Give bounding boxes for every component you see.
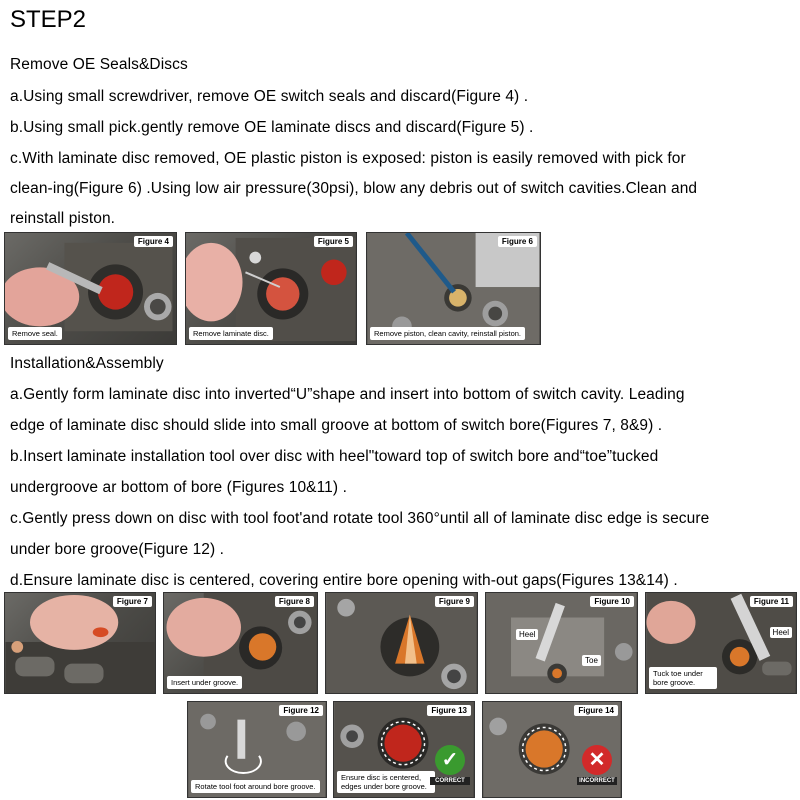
badge-label: INCORRECT (577, 777, 617, 785)
figure-label: Figure 12 (279, 705, 323, 716)
figure-4-photo (4, 232, 177, 345)
instruction-line: edge of laminate disc should slide into small groove at bottom of switch bore(Figures 7, 8&9) . (10, 417, 663, 434)
instruction-line: under bore groove(Figure 12) . (10, 541, 225, 558)
instruction-line: b.Insert laminate installation tool over disc with heel"toward top of switch bore and“toe”tucked (10, 448, 659, 465)
instruction-line: a.Using small screwdriver, remove OE switch seals and discard(Figure 4) . (10, 88, 529, 105)
figure-7-illustration (5, 593, 155, 693)
figure-label: Figure 9 (435, 596, 474, 607)
figure-label: Figure 10 (590, 596, 634, 607)
figure-caption: Tuck toe under bore groove. (649, 667, 717, 689)
x-icon: ✕ (582, 745, 612, 775)
figure-caption: Remove piston, clean cavity, reinstall piston. (370, 327, 525, 340)
figure-13-photo (333, 701, 475, 798)
instruction-line: d.Ensure laminate disc is centered, covering entire bore opening with-out gaps(Figures 13&14) . (10, 572, 678, 589)
heel-label: Heel (516, 629, 538, 640)
instruction-line: reinstall piston. (10, 210, 116, 227)
step-title: STEP2 (10, 6, 87, 33)
figure-9-photo (325, 592, 478, 694)
figure-11-photo (645, 592, 797, 694)
figure-caption: Remove laminate disc. (189, 327, 273, 340)
figure-label: Figure 6 (498, 236, 537, 247)
figure-caption: Rotate tool foot around bore groove. (191, 780, 320, 793)
figure-10-illustration (486, 593, 637, 693)
correct-badge (430, 745, 470, 793)
badge-label: CORRECT (430, 777, 470, 785)
instruction-line: a.Gently form laminate disc into inverted“U”shape and insert into bottom of switch cavity. Leading (10, 386, 685, 403)
toe-label: Toe (582, 655, 601, 666)
figure-caption: Ensure disc is centered, edges under bore groove. (337, 771, 435, 793)
figure-12-photo (187, 701, 327, 798)
figure-caption: Insert under groove. (167, 676, 242, 689)
instruction-line: c.With laminate disc removed, OE plastic piston is exposed: piston is easily removed with pick for (10, 150, 686, 167)
figure-label: Figure 8 (275, 596, 314, 607)
section-heading-remove: Remove OE Seals&Discs (10, 56, 188, 73)
figure-8-photo (163, 592, 318, 694)
figure-caption: Remove seal. (8, 327, 62, 340)
incorrect-badge (577, 745, 617, 793)
figure-label: Figure 5 (314, 236, 353, 247)
section-heading-install: Installation&Assembly (10, 355, 164, 372)
figure-6-photo (366, 232, 541, 345)
figure-10-photo (485, 592, 638, 694)
figure-label: Figure 14 (574, 705, 618, 716)
figure-9-illustration (326, 593, 477, 693)
instruction-line: b.Using small pick.gently remove OE laminate discs and discard(Figure 5) . (10, 119, 534, 136)
figure-label: Figure 13 (427, 705, 471, 716)
heel-label: Heel (770, 627, 792, 638)
figure-label: Figure 11 (750, 596, 793, 607)
figure-7-photo (4, 592, 156, 694)
figure-5-photo (185, 232, 357, 345)
figure-label: Figure 7 (113, 596, 152, 607)
instruction-line: c.Gently press down on disc with tool foot'and rotate tool 360°until all of laminate disc edge is secure (10, 510, 710, 527)
figure-label: Figure 4 (134, 236, 173, 247)
check-icon: ✓ (435, 745, 465, 775)
instruction-line: undergroove ar bottom of bore (Figures 10&11) . (10, 479, 347, 496)
figure-14-photo (482, 701, 622, 798)
instruction-line: clean-ing(Figure 6) .Using low air pressure(30psi), blow any debris out of switch cavities.Clean and (10, 180, 698, 197)
